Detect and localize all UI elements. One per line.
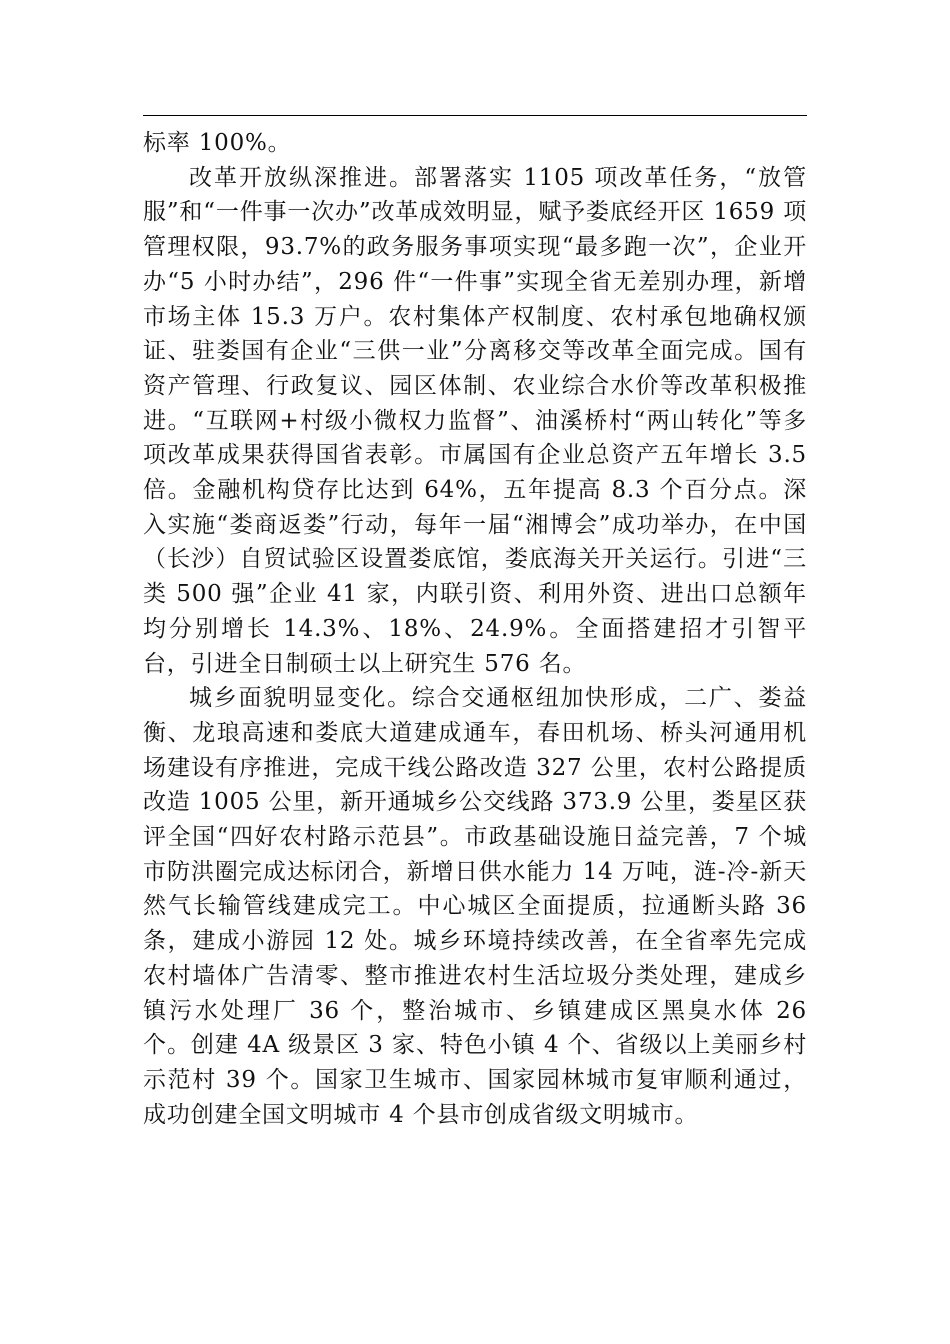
paragraph-reform-opening: 改革开放纵深推进。部署落实 1105 项改革任务，“放管服”和“一件事一次办”改革成效明显，赋予娄底经开区 1659 项管理权限，93.7%的政务服务事项实现“最多跑一次”，企业开办“5 小时办结”，296 件“一件事”实现全省无差别办理，新增市场主体 15.3 万户。农村集体产权制度、农村承包地确权颁证、驻娄国有企业“三供一业”分离移交等改革全面完成。国有资产管理、行政复议、园区体制、农业综合水价等改革积极推进。“互联网+村级小微权力监督”、油溪桥村“两山转化”等多项改革成果获得国省表彰。市属国有企业总资产五年增长 3.5 倍。金融机构贷存比达到 64%，五年提高 8.3 个百分点。深入实施“娄商返娄”行动，每年一届“湘博会”成功举办，在中国（长沙）自贸试验区设置娄底馆，娄底海关开关运行。引进“三类 500 强”企业 41 家，内联引资、利用外资、进出口总额年均分别增长 14.3%、18%、24.9%。全面搭建招才引智平台，引进全日制硕士以上研究生 576 名。	[143, 164, 807, 677]
header-rule	[143, 115, 807, 116]
paragraph-urban-rural: 城乡面貌明显变化。综合交通枢纽加快形成，二广、娄益衡、龙琅高速和娄底大道建成通车，春田机场、桥头河通用机场建设有序推进，完成干线公路改造 327 公里，农村公路提质改造 1005 公里，新开通城乡公交线路 373.9 公里，娄星区获评全国“四好农村路示范县”。市政基础设施日益完善，7 个城市防洪圈完成达标闭合，新增日供水能力 14 万吨，涟-冷-新天然气长输管线建成完工。中心城区全面提质，拉通断头路 36 条，建成小游园 12 处。城乡环境持续改善，在全省率先完成农村墙体广告清零、整市推进农村生活垃圾分类处理，建成乡镇污水处理厂 36 个，整治城市、乡镇建成区黑臭水体 26 个。创建 4A 级景区 3 家、特色小镇 4 个、省级以上美丽乡村示范村 39 个。国家卫生城市、国家园林城市复审顺利通过，成功创建全国文明城市 4 个县市创成省级文明城市。	[143, 685, 807, 1128]
document-body	[143, 126, 807, 1132]
paragraph-continuation: 标率 100%。	[143, 130, 292, 156]
